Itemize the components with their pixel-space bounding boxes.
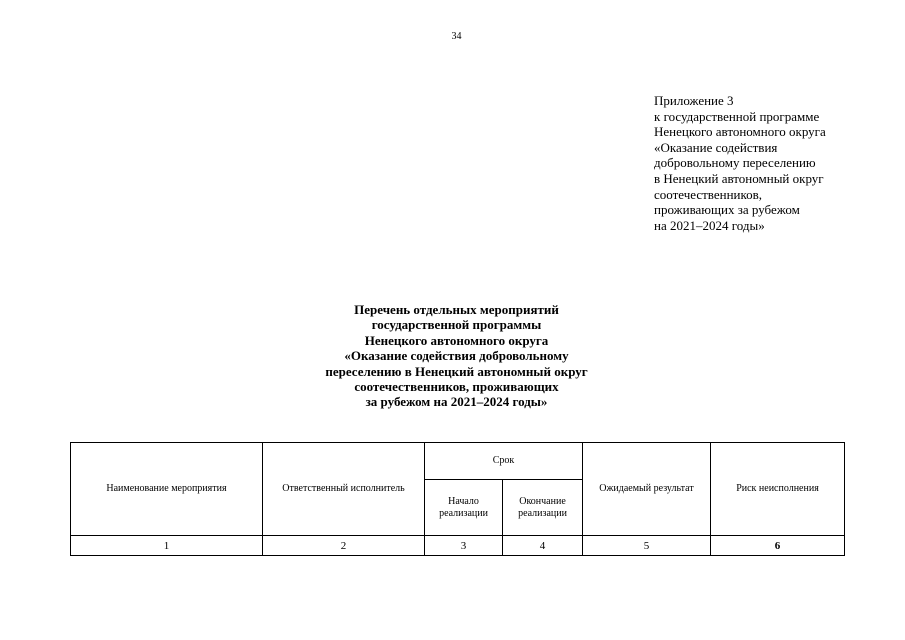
document-title <box>0 302 905 410</box>
column-number: 4 <box>503 536 583 556</box>
appendix-line: Ненецкого автономного округа <box>654 124 826 140</box>
header-activity-name: Наименование мероприятия <box>71 443 263 536</box>
column-number: 5 <box>583 536 711 556</box>
appendix-line: проживающих за рубежом <box>654 202 800 218</box>
title-line: за рубежом на 2021–2024 годы» <box>365 394 548 410</box>
appendix-line: «Оказание содействия <box>654 139 778 155</box>
appendix-note <box>654 93 826 233</box>
appendix-line: к государственной программе <box>654 108 820 124</box>
header-term: Срок <box>425 443 583 480</box>
header-expected-result: Ожидаемый результат <box>583 443 711 536</box>
column-number: 2 <box>263 536 425 556</box>
appendix-line: добровольному переселению <box>654 155 816 171</box>
appendix-line: на 2021–2024 годы» <box>654 217 765 233</box>
title-line: переселению в Ненецкий автономный округ <box>325 363 588 379</box>
column-number: 6 <box>711 536 845 556</box>
title-line: государственной программы <box>371 317 542 333</box>
title-line: «Оказание содействия добровольному <box>344 348 569 364</box>
title-line: Ненецкого автономного округа <box>364 332 549 348</box>
column-number: 3 <box>425 536 503 556</box>
appendix-line: в Ненецкий автономный округ <box>654 170 824 186</box>
column-number: 1 <box>71 536 263 556</box>
header-end: Окончание реализации <box>503 480 583 536</box>
title-line: Перечень отдельных мероприятий <box>354 302 559 317</box>
page-number: 34 <box>451 31 462 42</box>
appendix-line: соотечественников, <box>654 186 763 202</box>
header-start: Начало реализации <box>425 480 503 536</box>
header-responsible-executor: Ответственный исполнитель <box>263 443 425 536</box>
activities-table <box>70 442 845 556</box>
title-line: соотечественников, проживающих <box>354 379 559 395</box>
appendix-line: Приложение 3 <box>654 93 734 108</box>
header-risk: Риск неисполнения <box>711 443 845 536</box>
